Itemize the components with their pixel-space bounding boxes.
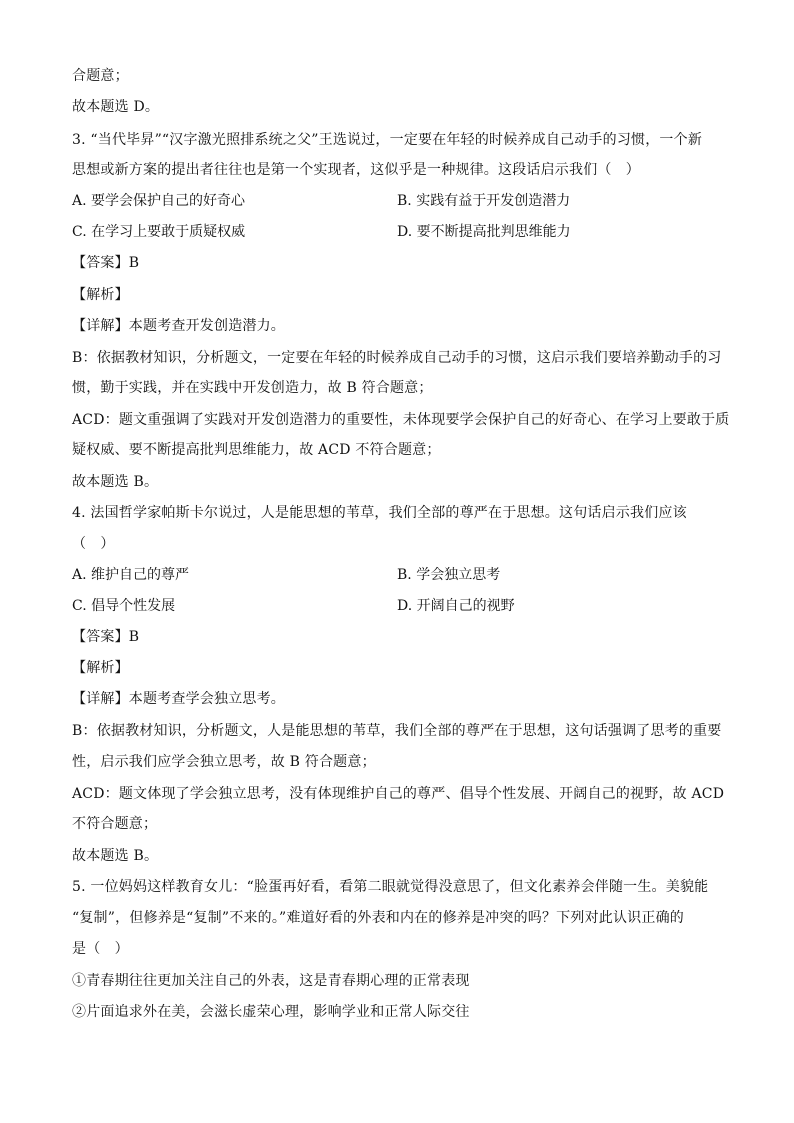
- question-3-option-c: C. 在学习上要敢于质疑权威: [72, 224, 246, 240]
- question-3-stem-cont: 思想或新方案的提出者往往也是第一个实现者，这似乎是一种规律。这段话启示我们（ ）: [72, 162, 640, 178]
- question-3-option-a: A. 要学会保护自己的好奇心: [72, 193, 246, 209]
- question-4-detail: 【详解】本题考查学会独立思考。: [72, 691, 285, 707]
- question-4-option-c: C. 倡导个性发展: [72, 598, 176, 614]
- text-line: 合题意；: [72, 68, 129, 84]
- question-3-detail: 【详解】本题考查开发创造潜力。: [72, 318, 285, 334]
- question-3-b-explanation-cont: 惯，勤于实践，并在实践中开发创造力，故 B 符合题意；: [72, 380, 433, 396]
- question-5-stem-cont: “复制”，但修养是“复制”不来的。”难道好看的外表和内在的修养是冲突的吗？下列对此认识正确的: [72, 910, 684, 926]
- question-5-stem: 5. 一位妈妈这样教育女儿：“脸蛋再好看，看第二眼就觉得没意思了，但文化素养会伴随一生。美貌能: [72, 879, 709, 895]
- question-4-option-a: A. 维护自己的尊严: [72, 567, 190, 583]
- question-4-stem-cont: （ ）: [72, 536, 115, 552]
- question-3-analysis-heading: 【解析】: [72, 287, 129, 303]
- text-line: 故本题选 D。: [72, 99, 160, 115]
- question-4-acd-explanation-cont: 不符合题意；: [72, 816, 158, 832]
- question-5-stem-end: 是（ ）: [72, 941, 129, 957]
- question-5-item-2: ②片面追求外在美，会滋长虚荣心理，影响学业和正常人际交往: [72, 1004, 470, 1020]
- question-3-b-explanation: B：依据教材知识，分析题文，一定要在年轻的时候养成自己动手的习惯，这启示我们要培养勤动手的习: [72, 350, 722, 366]
- question-4-b-explanation-cont: 性，启示我们应学会独立思考，故 B 符合题意；: [72, 754, 376, 770]
- question-3-acd-explanation-cont: 疑权威、要不断提高批判思维能力，故 ACD 不符合题意；: [72, 442, 441, 458]
- question-3-answer: 【答案】B: [72, 255, 140, 271]
- question-3-stem: 3. “当代毕昇”“汉字激光照排系统之父”王选说过，一定要在年轻的时候养成自己动手的习惯，一个新: [72, 132, 703, 148]
- question-4-option-d: D. 开阔自己的视野: [397, 598, 515, 614]
- question-3-acd-explanation: ACD：题文重强调了实践对开发创造潜力的重要性，未体现要学会保护自己的好奇心、在学习上要敢于质: [72, 412, 730, 428]
- question-4-acd-explanation: ACD：题文体现了学会独立思考，没有体现维护自己的尊严、倡导个性发展、开阔自己的视野，故 ACD: [72, 786, 725, 802]
- question-4-stem: 4. 法国哲学家帕斯卡尔说过，人是能思想的苇草，我们全部的尊严在于思想。这句话启示我们应该: [72, 505, 687, 521]
- question-4-option-b: B. 学会独立思考: [397, 567, 501, 583]
- question-4-conclusion: 故本题选 B。: [72, 848, 159, 864]
- question-4-b-explanation: B：依据教材知识，分析题文，人是能思想的苇草，我们全部的尊严在于思想，这句话强调了思考的重要: [72, 723, 722, 739]
- question-5-item-1: ①青春期往往更加关注自己的外表，这是青春期心理的正常表现: [72, 973, 470, 989]
- question-3-option-d: D. 要不断提高批判思维能力: [397, 224, 571, 240]
- question-4-answer: 【答案】B: [72, 629, 140, 645]
- question-4-analysis-heading: 【解析】: [72, 660, 129, 676]
- question-3-option-b: B. 实践有益于开发创造潜力: [397, 193, 571, 209]
- question-3-conclusion: 故本题选 B。: [72, 474, 159, 490]
